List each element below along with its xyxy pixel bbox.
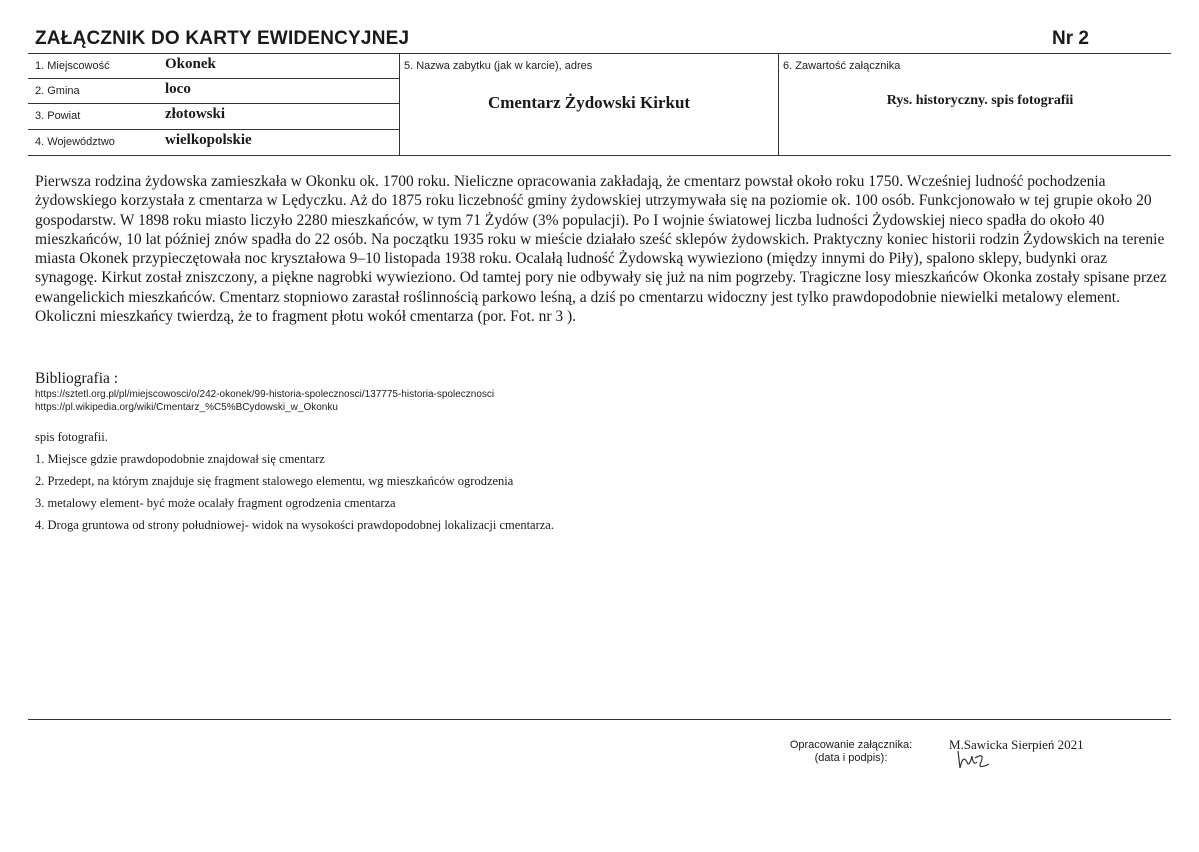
field-value-gmina: loco [165, 81, 191, 97]
bibliography-link[interactable]: https://pl.wikipedia.org/wiki/Cmentarz_%C5%BCydowski_w_Okonku [35, 402, 338, 413]
field-label-wojewodztwo: 4. Województwo [35, 136, 115, 148]
table-bottom-border [28, 155, 1171, 156]
row-divider-3 [28, 129, 399, 130]
row-divider-2 [28, 103, 399, 104]
row-divider-1 [28, 78, 399, 79]
bibliography-link[interactable]: https://sztetl.org.pl/pl/miejscowosci/o/242-okonek/99-historia-spolecznosci/137775-historia-spolecznosci [35, 389, 495, 400]
photo-list-title: spis fotografii. [35, 430, 108, 444]
photo-list-item: 4. Droga gruntowa od strony południowej- widok na wysokości prawdopodobnej lokalizacji cmentarza. [35, 518, 554, 532]
footer-label-line2: (data i podpis): [814, 752, 888, 764]
photo-list-item: 2. Przedept, na którym znajduje się fragment stalowego elementu, wg mieszkańców ogrodzenia [35, 474, 514, 488]
field-label-nazwa: 5. Nazwa zabytku (jak w karcie), adres [404, 60, 593, 72]
field-label-powiat: 3. Powiat [35, 110, 81, 122]
field-value-zawartosc: Rys. historyczny. spis fotografii [886, 93, 1074, 108]
photo-list-item: 1. Miejsce gdzie prawdopodobnie znajdował się cmentarz [35, 452, 325, 466]
table-top-border [28, 53, 1171, 54]
photo-list-item: 3. metalowy element- być może ocalały fragment ogrodzenia cmentarza [35, 496, 396, 510]
document-title: ZAŁĄCZNIK DO KARTY EWIDENCYJNEJ [35, 28, 410, 49]
footer-label-line1: Opracowanie załącznika: [789, 739, 913, 751]
history-text: Pierwsza rodzina żydowska zamieszkała w Okonku ok. 1700 roku. Nieliczne opracowania zakładają, że cmentarz powstał około roku 1750. Wcześniej ludność pochodzenia żydowskiego korzystała z cmentarza w Lędyczku. Aż do 1875 roku liczebność gminy żydowskiej utrzymywała się na poziomie ok. 100 osób. Funkcjonowało w tej grupie około 20 gospodarstw. W 1898 roku miasto liczyło 2280 mieszkańców, w tym 71 Żydów (3% populacji). Po I wojnie światowej liczba ludności Żydowskiej nieco spadła do około 40 mieszkańców, 10 lat później znów spadła do 22 osób. Na początku 1935 roku w mieście działało sześć sklepów żydowskich. Praktyczny koniec historii rodzin Żydowskich na terenie miasta Okonek przypieczętowała noc kryształowa 9–10 listopada 1938 roku. Ocalałą ludność Żydowską wywieziono (między innymi do Piły), spalono sklepy, budynki oraz synagogę. Kirkut został zniszczony, a piękne nagrobki wywieziono. Od tamtej pory nie odbywały się już na nim pogrzeby. Tragiczne losy mieszkańców Okonka zostały spisane przez ewangelickich mieszkańców. Cmentarz stopniowo zarastał roślinnością parkowo leśną, a dziś po cmentarzu widoczny jest tylko prawdopodobnie niewielki metalowy element. Okoliczni mieszkańcy twierdzą, że to fragment płotu wokół cmentarza (por. Fot. nr 3 ). [35, 173, 1167, 326]
document-number: Nr 2 [1052, 28, 1089, 49]
field-value-wojewodztwo: wielkopolskie [165, 132, 252, 148]
column-divider-2 [778, 53, 779, 155]
field-label-miejscowosc: 1. Miejscowość [35, 60, 110, 72]
field-label-zawartosc: 6. Zawartość załącznika [783, 60, 901, 72]
field-value-nazwa: Cmentarz Żydowski Kirkut [487, 93, 691, 112]
footer-label [780, 739, 922, 765]
footer-divider [28, 719, 1171, 720]
field-label-gmina: 2. Gmina [35, 85, 80, 97]
handwritten-signature [955, 748, 995, 772]
bibliography-title: Bibliografia : [35, 370, 119, 387]
footer-signature-text: M.Sawicka Sierpień 2021 [949, 737, 1084, 752]
field-value-powiat: złotowski [165, 106, 225, 122]
field-value-miejscowosc: Okonek [165, 56, 216, 72]
